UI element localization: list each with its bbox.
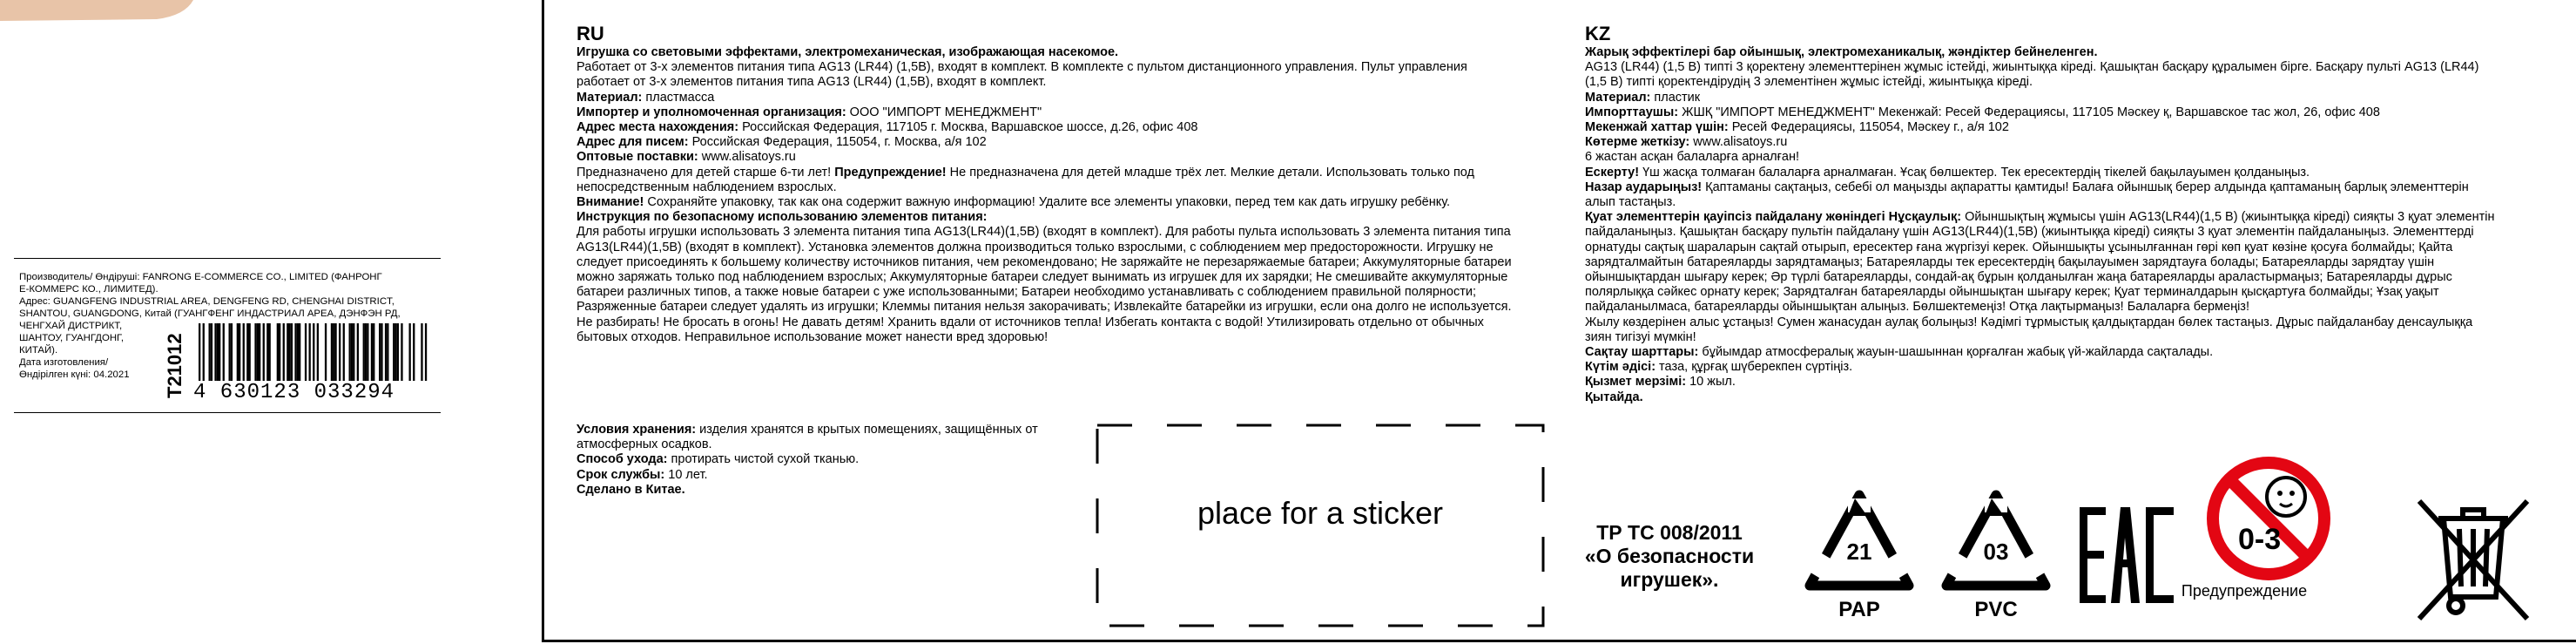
manufacturer-line: ЧЕНГХАЙ ДИСТРИКТ, bbox=[19, 321, 123, 331]
ru-line bbox=[577, 75, 1552, 90]
body-text: Не разбирать! Не бросать в огонь! Не давать детям! Хранить вдали от источников тепла! Избегать контакта с водой! Утилизировать отдельно от обычных bbox=[577, 315, 1484, 329]
bold-text: Ескерту! bbox=[1585, 165, 1640, 180]
kz-line bbox=[1585, 270, 2543, 285]
body-text: 10 жыл. bbox=[1686, 375, 1736, 390]
body-text: Ресей Федерациясы, 115054, Мәскеу г., а/я 102 bbox=[1728, 120, 2009, 135]
barcode-digits: 4 630123 033294 bbox=[193, 381, 439, 404]
body-text: батареи различных типов, а также новые батареи с уже использованными; Батареи необходимо устанавливать с соблюдением правильной полярности; bbox=[577, 285, 1476, 300]
kz-line bbox=[1585, 225, 2543, 240]
body-text: бытовых отходов. Неправильное использование может нанести вред здоровью! bbox=[577, 329, 1049, 344]
bold-text: Способ ухода: bbox=[577, 452, 668, 467]
ru-conditions bbox=[577, 423, 1099, 498]
body-text: Ойыншықтың жұмысы үшін AG13(LR44)(1,5 В) (жиынтыққа кіреді) сияқты 3 қуат элементін bbox=[1961, 210, 2495, 225]
body-text: ойыншықтардан шығару керек; Әр түрлі батареяларды, сондай-ақ бұрын қолданылған жаңа батареяларды араластырмаңыз; Батареяларды дұрыс bbox=[1585, 270, 2452, 285]
body-text: ЖШҚ "ИМПОРТ МЕНЕДЖМЕНТ" Мекенжай: Ресей Федерациясы, 117105 Мәскеу қ, Варшавское тас жол, 26, офис 408 bbox=[1678, 105, 2380, 119]
manufacturer-line: Е-КОММЕРС КО., ЛИМИТЕД). bbox=[19, 284, 158, 295]
ru-line bbox=[577, 270, 1552, 285]
body-text: AG13(LR44)(1,5В) (входят в комплект). Установка элементов должна производиться только взрослыми, с соблюдением мер предосторожности. Игрушку не bbox=[577, 240, 1494, 254]
kz-line bbox=[1585, 45, 2543, 60]
body-text: следует присоединять к большему количеству источников питания, чем рекомендовано; Не заряжайте не перезаряжаемые батареи; Аккумуляторные батареи bbox=[577, 254, 1512, 269]
body-text: www.alisatoys.ru bbox=[698, 150, 796, 165]
bold-text: Жарық эффектілері бар ойыншық, электромеханикалық, жәндіктер бейнеленген. bbox=[1585, 45, 2098, 59]
body-text: орнатуды сақтық шараларын сақтай отырып, ересектер ғана жүргізуі керек. Ойыншықты ұсынылғаннан гөрі көп қуат көзіне қосуға болмайды; Қайта bbox=[1585, 240, 2453, 254]
manufacturer-line: SHANTOU, GUANGDONG, Китай (ГУАНГФЕНГ ИНДАСТРИАЛ АРЕА, ДЭНФЭН РД, bbox=[19, 308, 401, 319]
ru-line bbox=[577, 195, 1552, 210]
manufacturer-line: Производитель/ Өндіруші: FANRONG E-COMMERCE CO., LIMITED (ФАНРОНГ bbox=[19, 272, 382, 282]
ru-line bbox=[577, 120, 1552, 135]
ru-line bbox=[577, 255, 1552, 270]
age-warning-icon bbox=[2203, 453, 2334, 584]
kz-line bbox=[1585, 150, 2543, 165]
product-code: T21012 bbox=[164, 333, 185, 398]
kz-line bbox=[1585, 285, 2543, 300]
certification-text bbox=[1561, 521, 1778, 592]
sticker-label: place for a sticker bbox=[1197, 495, 1444, 531]
ru-condition-line bbox=[577, 423, 1099, 437]
kz-line bbox=[1585, 375, 2543, 390]
kz-line bbox=[1585, 91, 2543, 105]
ru-line bbox=[577, 315, 1552, 330]
bold-text: Инструкция по безопасному использованию элементов питания: bbox=[577, 210, 988, 225]
kz-lang-heading: KZ bbox=[1585, 23, 1611, 44]
body-text: атмосферных осадков. bbox=[577, 437, 712, 452]
ru-condition-line bbox=[577, 468, 1099, 483]
bold-text: Көтерме жеткізу: bbox=[1585, 135, 1690, 150]
body-text: AG13 (LR44) (1,5 В) типті 3 қоректену элементтерінен жұмыс істейді, жиынтыққа кіреді. Қашықтан басқару құралымен бірге. Басқару пульті AG13 (LR44) bbox=[1585, 60, 2479, 75]
body-text: непосредственным наблюдением взрослых. bbox=[577, 180, 837, 194]
body-text: Разряженные батареи следует удалять из игрушки; Клеммы питания нельзя закорачивать; Извлекайте батарейки из игрушки, если она долго не используется. bbox=[577, 300, 1512, 315]
manufacturer-line: Дата изготовления/ bbox=[19, 357, 109, 368]
body-text: Работает от 3-х элементов питания типа AG13 (LR44) (1,5В), входят в комплект. В комплекте с пультом дистанционного управления. Пульт управления bbox=[577, 60, 1467, 75]
body-text: 10 лет. bbox=[664, 467, 708, 482]
body-text: ООО "ИМПОРТ МЕНЕДЖМЕНТ" bbox=[846, 105, 1042, 119]
ru-section bbox=[577, 23, 1552, 345]
bold-text: Условия хранения: bbox=[577, 423, 697, 437]
bold-text: Мекенжай хаттар үшін: bbox=[1585, 120, 1729, 135]
bold-text: Материал: bbox=[1585, 90, 1651, 105]
recycle-pvc-label: PVC bbox=[1974, 598, 2018, 621]
body-text: пластмасса bbox=[642, 90, 715, 105]
bold-text: Күтім әдісі: bbox=[1585, 360, 1656, 375]
recycle-pvc-code: 03 bbox=[1983, 539, 2009, 565]
kz-line bbox=[1585, 180, 2543, 195]
bold-text: Срок службы: bbox=[577, 467, 665, 482]
ru-text bbox=[577, 45, 1552, 345]
bold-text: Импортер и уполномоченная организация: bbox=[577, 105, 846, 119]
ru-line bbox=[577, 45, 1552, 60]
body-text: алып тастаңыз. bbox=[1585, 195, 1676, 210]
body-text: полярлыққа сәйкес орнату керек; Зарядталған батареяларды ойыншықтан шығару керек; Қуат терминалдарын қысқартуға болмайды; Ұзақ уақыт bbox=[1585, 285, 2439, 300]
kz-line bbox=[1585, 166, 2543, 180]
bold-text: Сделано в Китае. bbox=[577, 482, 685, 497]
body-text: зиян тигізуі мүмкін! bbox=[1585, 329, 1696, 344]
ru-lang-heading: RU bbox=[577, 23, 604, 44]
kz-line bbox=[1585, 105, 2543, 120]
ru-line bbox=[577, 210, 1552, 225]
bold-text: Адрес для писем: bbox=[577, 135, 689, 150]
body-text: Для работы игрушки использовать 3 элемента питания типа AG13(LR44)(1,5В) (входят в комплект). Для работы пульта использовать 3 элемента питания типа bbox=[577, 225, 1511, 240]
body-text: можно заряжать только под наблюдением взрослых; Аккумуляторные батареи следует вынимать из игрушек для их зарядки; Не смешивайте аккумуляторные bbox=[577, 270, 1508, 285]
recycle-pvc-icon bbox=[1939, 488, 2053, 632]
manufacturer-line: КИТАЙ). bbox=[19, 345, 58, 356]
manufacturer-block bbox=[14, 258, 441, 413]
body-text: пайдаланылмаса, батареяларды ойыншықтан алыңыз. Бөлшектемеңіз! Отқа лақтырмаңыз! Балаларға бермеңіз! bbox=[1585, 300, 2249, 315]
kz-line bbox=[1585, 120, 2543, 135]
kz-line bbox=[1585, 241, 2543, 255]
age-warning-label: Предупреждение bbox=[2181, 582, 2308, 600]
manufacturer-line: ШАНТОУ, ГУАНГДОНГ, bbox=[19, 333, 124, 343]
body-text: зарядталмайтын батареяларды зарядтамаңыз; Батареяларды тек ересектердің бақылауымен зарядтауға болады; Батареяларды зарядтау үшін bbox=[1585, 254, 2435, 269]
ru-line bbox=[577, 135, 1552, 150]
body-text: работает от 3-х элементов питания типа AG13 (LR44) (1,5В), входят в комплект. bbox=[577, 75, 1047, 90]
kz-line bbox=[1585, 195, 2543, 210]
body-text: Не предназначена для детей младше трёх лет. Мелкие детали. Использовать только под bbox=[946, 165, 1475, 180]
bold-text: Қытайда. bbox=[1585, 390, 1643, 404]
ru-line bbox=[577, 166, 1552, 180]
body-text: Российская Федерация, 117105 г. Москва, Варшавское шоссе, д.26, офис 408 bbox=[738, 120, 1198, 135]
ru-line bbox=[577, 241, 1552, 255]
body-text: протирать чистой сухой тканью. bbox=[667, 452, 860, 467]
kz-line bbox=[1585, 315, 2543, 330]
body-text: 6 жастан асқан балаларға арналған! bbox=[1585, 150, 1800, 165]
certification-line2: «О безопасности bbox=[1584, 545, 1755, 567]
recycle-pap-code: 21 bbox=[1846, 539, 1872, 565]
certification-line1: ТР ТС 008/2011 bbox=[1596, 521, 1743, 544]
manufacturer-line: Адрес: GUANGFENG INDUSTRIAL AREA, DENGFENG RD, CHENGHAI DISTRICT, bbox=[19, 296, 394, 307]
kz-line bbox=[1585, 255, 2543, 270]
body-text: бұйымдар атмосфералық жауын-шашыннан қорғалған жабық үй-жайларда сақталады. bbox=[1698, 345, 2214, 360]
ru-line bbox=[577, 105, 1552, 120]
body-text: Жылу көздерінен алыс ұстаңыз! Сумен жанасудан аулақ болыңыз! Кәдімгі тұрмыстық қалдықтардан бөлек тастаңыз. Дұрыс пайдаланбау денсаулыққа bbox=[1585, 315, 2473, 329]
ru-line bbox=[577, 330, 1552, 345]
bold-text: Қызмет мерзімі: bbox=[1585, 375, 1687, 390]
kz-line bbox=[1585, 390, 2543, 405]
sticker-placeholder bbox=[1096, 424, 1545, 627]
kz-text bbox=[1585, 45, 2543, 405]
manufacturer-line: Өндірілген күні: 04.2021 bbox=[19, 369, 130, 380]
ru-condition-line bbox=[577, 437, 1099, 452]
ru-line bbox=[577, 225, 1552, 240]
kz-line bbox=[1585, 360, 2543, 375]
body-text: пайдаланыңыз. Қашықтан басқару пультін пайдалану үшін AG13(LR44)(1,5В) (жиынтыққа кіреді) сияқты 3 қуат элементін пайдаланыңыз. Элементтерді bbox=[1585, 225, 2474, 240]
kz-line bbox=[1585, 75, 2543, 90]
body-text: Предназначено для детей старше 6-ти лет! bbox=[577, 165, 835, 180]
kz-line bbox=[1585, 135, 2543, 150]
bold-text: Сақтау шарттары: bbox=[1585, 345, 1699, 360]
eac-mark-icon bbox=[2080, 507, 2174, 603]
kz-line bbox=[1585, 300, 2543, 315]
corner-shape bbox=[0, 0, 200, 26]
ru-line bbox=[577, 300, 1552, 315]
kz-line bbox=[1585, 330, 2543, 345]
certification-line3: игрушек». bbox=[1620, 568, 1719, 591]
ru-line bbox=[577, 60, 1552, 75]
body-text: изделия хранятся в крытых помещениях, защищённых от bbox=[696, 423, 1038, 437]
kz-line bbox=[1585, 60, 2543, 75]
kz-line bbox=[1585, 345, 2543, 360]
ru-condition-line bbox=[577, 483, 1099, 498]
body-text: www.alisatoys.ru bbox=[1689, 135, 1788, 150]
body-text: Үш жасқа толмаған балаларға арналмаған. Ұсақ бөлшектер. Тек ересектердің тікелей бақылауымен қолданыңыз. bbox=[1639, 165, 2310, 180]
bold-text: Материал: bbox=[577, 90, 643, 105]
bold-text: Игрушка со световыми эффектами, электромеханическая, изображающая насекомое. bbox=[577, 45, 1119, 59]
body-text: таза, құрғақ шүберекпен сүртіңіз. bbox=[1656, 360, 1853, 375]
bold-text: Предупреждение! bbox=[834, 165, 947, 180]
bold-text: Оптовые поставки: bbox=[577, 150, 698, 165]
kz-section bbox=[1585, 23, 2543, 405]
bold-text: Адрес места нахождения: bbox=[577, 120, 739, 135]
bold-text: Импорттаушы: bbox=[1585, 105, 1679, 119]
age-range: 0-3 bbox=[2238, 523, 2282, 556]
ru-line bbox=[577, 285, 1552, 300]
body-text: Қаптаманы сақтаңыз, себебі ол маңызды ақпаратты қамтиды! Балаға ойыншық берер алдында қаптаманың барлық элементтерін bbox=[1702, 180, 2469, 194]
ru-line bbox=[577, 91, 1552, 105]
body-text: Российская Федерация, 115054, г. Москва, а/я 102 bbox=[688, 135, 987, 150]
bold-text: Қуат элементтерін қауіпсіз пайдалану жөніндегі Нұсқаулық: bbox=[1585, 210, 1962, 225]
body-text: Сохраняйте упаковку, так как она содержит важную информацию! Удалите все элементы упаковки, перед тем как дать игрушку ребёнку. bbox=[644, 195, 1451, 210]
crossed-bin-icon bbox=[2412, 492, 2534, 623]
recycle-pap-icon bbox=[1803, 488, 1916, 632]
body-text: (1,5 В) типті қоректендірудің 3 элементінен жұмыс істейді, жиынтыққа кіреді. bbox=[1585, 75, 2033, 90]
ru-condition-line bbox=[577, 452, 1099, 467]
body-text: пластик bbox=[1650, 90, 1701, 105]
ru-line bbox=[577, 180, 1552, 195]
recycle-pap-label: PAP bbox=[1838, 598, 1880, 621]
ru-line bbox=[577, 150, 1552, 165]
kz-line bbox=[1585, 210, 2543, 225]
bold-text: Назар аударыңыз! bbox=[1585, 180, 1703, 194]
bold-text: Внимание! bbox=[577, 195, 644, 210]
